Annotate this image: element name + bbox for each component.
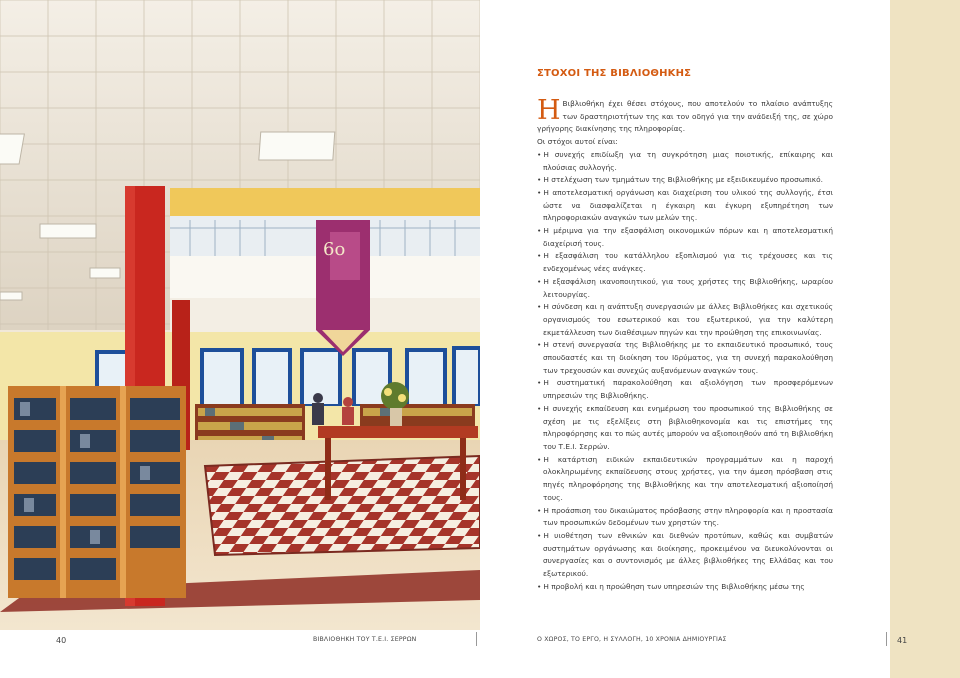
list-item: • Η στενή συνεργασία της Βιβλιοθήκης με το εκπαιδευτικό προσωπικό, τους σπουδαστές και τη διοίκηση του Ιδρύματος, για τη συνεχή παρακολούθηση των τρεχουσών και συνεχώς αυξανόμενων αναγκών τους.: [537, 339, 833, 377]
list-item: • Η μέριμνα για την εξασφάλιση οικονομικών πόρων και η αποτελεσματική διαχείρισή τους.: [537, 225, 833, 250]
banner-text: 6ο: [323, 239, 346, 260]
intro-paragraph: [537, 95, 833, 136]
section-heading: ΣΤΟΧΟΙ ΤΗΣ ΒΙΒΛΙΟΘΗΚΗΣ: [537, 68, 692, 79]
list-item: • Η στελέχωση των τμημάτων της Βιβλιοθήκης με εξειδικευμένο προσωπικό.: [537, 174, 833, 187]
intro-text: Βιβλιοθήκη έχει θέσει στόχους, που αποτελούν το πλαίσιο ανάπτυξης των δραστηριοτήτων της και τον οδηγό για την ανάδειξή της, σε χώρο γρήγορης διακίνησης της πληροφορίας.: [537, 99, 833, 134]
list-item: • Η προάσπιση του δικαιώματος πρόσβασης στην πληροφορία και η προστασία των προσωπικών δεδομένων των χρηστών της.: [537, 505, 833, 530]
right-page-number: 41: [897, 636, 908, 645]
list-item: • Η αποτελεσματική οργάνωση και διαχείριση του υλικού της συλλογής, έτσι ώστε να διασφαλίζεται η έγκαιρη και έγκυρη εξυπηρέτηση των πληροφοριακών αναγκών των μελών της.: [537, 187, 833, 225]
list-item: • Η σύνδεση και η ανάπτυξη συνεργασιών με άλλες Βιβλιοθήκες και σχετικούς οργανισμούς του εσωτερικού και του εξωτερικού, για την καλύτερη εκμετάλλευση των διαθέσιμων πηγών και την προώθηση της επικοινωνίας.: [537, 301, 833, 339]
body-text: [537, 95, 833, 593]
right-running-footer: Ο ΧΩΡΟΣ, ΤΟ ΕΡΓΟ, Η ΣΥΛΛΟΓΗ, 10 ΧΡΟΝΙΑ ΔΗΜΙΟΥΡΓΙΑΣ: [537, 636, 727, 643]
library-interior-illustration: [0, 0, 480, 630]
list-item: • Η εξασφάλιση ικανοποιητικού, για τους χρήστες της Βιβλιοθήκης, ωραρίου λειτουργίας.: [537, 276, 833, 301]
list-item: • Η συστηματική παρακολούθηση και αξιολόγηση των προσφερόμενων υπηρεσιών της Βιβλιοθήκης.: [537, 377, 833, 402]
left-page-number: 40: [56, 636, 67, 645]
list-lead: Οι στόχοι αυτοί είναι:: [537, 137, 618, 147]
drop-cap: Η: [537, 95, 561, 126]
list-item: • Η προβολή και η προώθηση των υπηρεσιών της Βιβλιοθήκης μέσω της: [537, 581, 833, 594]
goals-list: [537, 149, 833, 594]
list-item: • Η κατάρτιση ειδικών εκπαιδευτικών προγραμμάτων και η παροχή ολοκληρωμένης εκπαίδευσης στους χρήστες, για την άμεση πρόσβαση στις πηγές πληροφόρησης της Βιβλιοθήκης και την αποτελεσματική αξιοποίησή τους.: [537, 454, 833, 505]
library-photo: [0, 0, 480, 630]
left-footer-rule: [476, 632, 477, 646]
left-running-footer: ΒΙΒΛΙΟΘΗΚΗ ΤΟΥ Τ.Ε.Ι. ΣΕΡΡΩΝ: [313, 636, 417, 643]
list-item: • Η συνεχής επιδίωξη για τη συγκρότηση μιας ποιοτικής, επίκαιρης και πλούσιας συλλογής.: [537, 149, 833, 174]
side-color-strip: [890, 0, 960, 678]
right-footer-rule: [886, 632, 887, 646]
list-item: • Η εξασφάλιση του κατάλληλου εξοπλισμού για τις τρέχουσες και τις ενδεχομένως νέες ανάγκες.: [537, 250, 833, 275]
list-item: • Η υιοθέτηση των εθνικών και διεθνών προτύπων, καθώς και συμβατών συστημάτων οργάνωσης και διοίκησης, προκειμένου να διευκολύνονται οι συνεργασίες και ο συντονισμός με άλλες βιβλιοθήκες της Ελλάδας και του εξωτερικού.: [537, 530, 833, 581]
list-item: • Η συνεχής εκπαίδευση και ενημέρωση του προσωπικού της Βιβλιοθήκης σε σχέση με τις εξελίξεις στη βιβλιοθηκονομία και τις επιστήμες της πληροφόρησης και το πώς αυτές μπορούν να αξιοποιηθούν από τη Βιβλιοθήκη του Τ.Ε.Ι. Σερρών.: [537, 403, 833, 454]
